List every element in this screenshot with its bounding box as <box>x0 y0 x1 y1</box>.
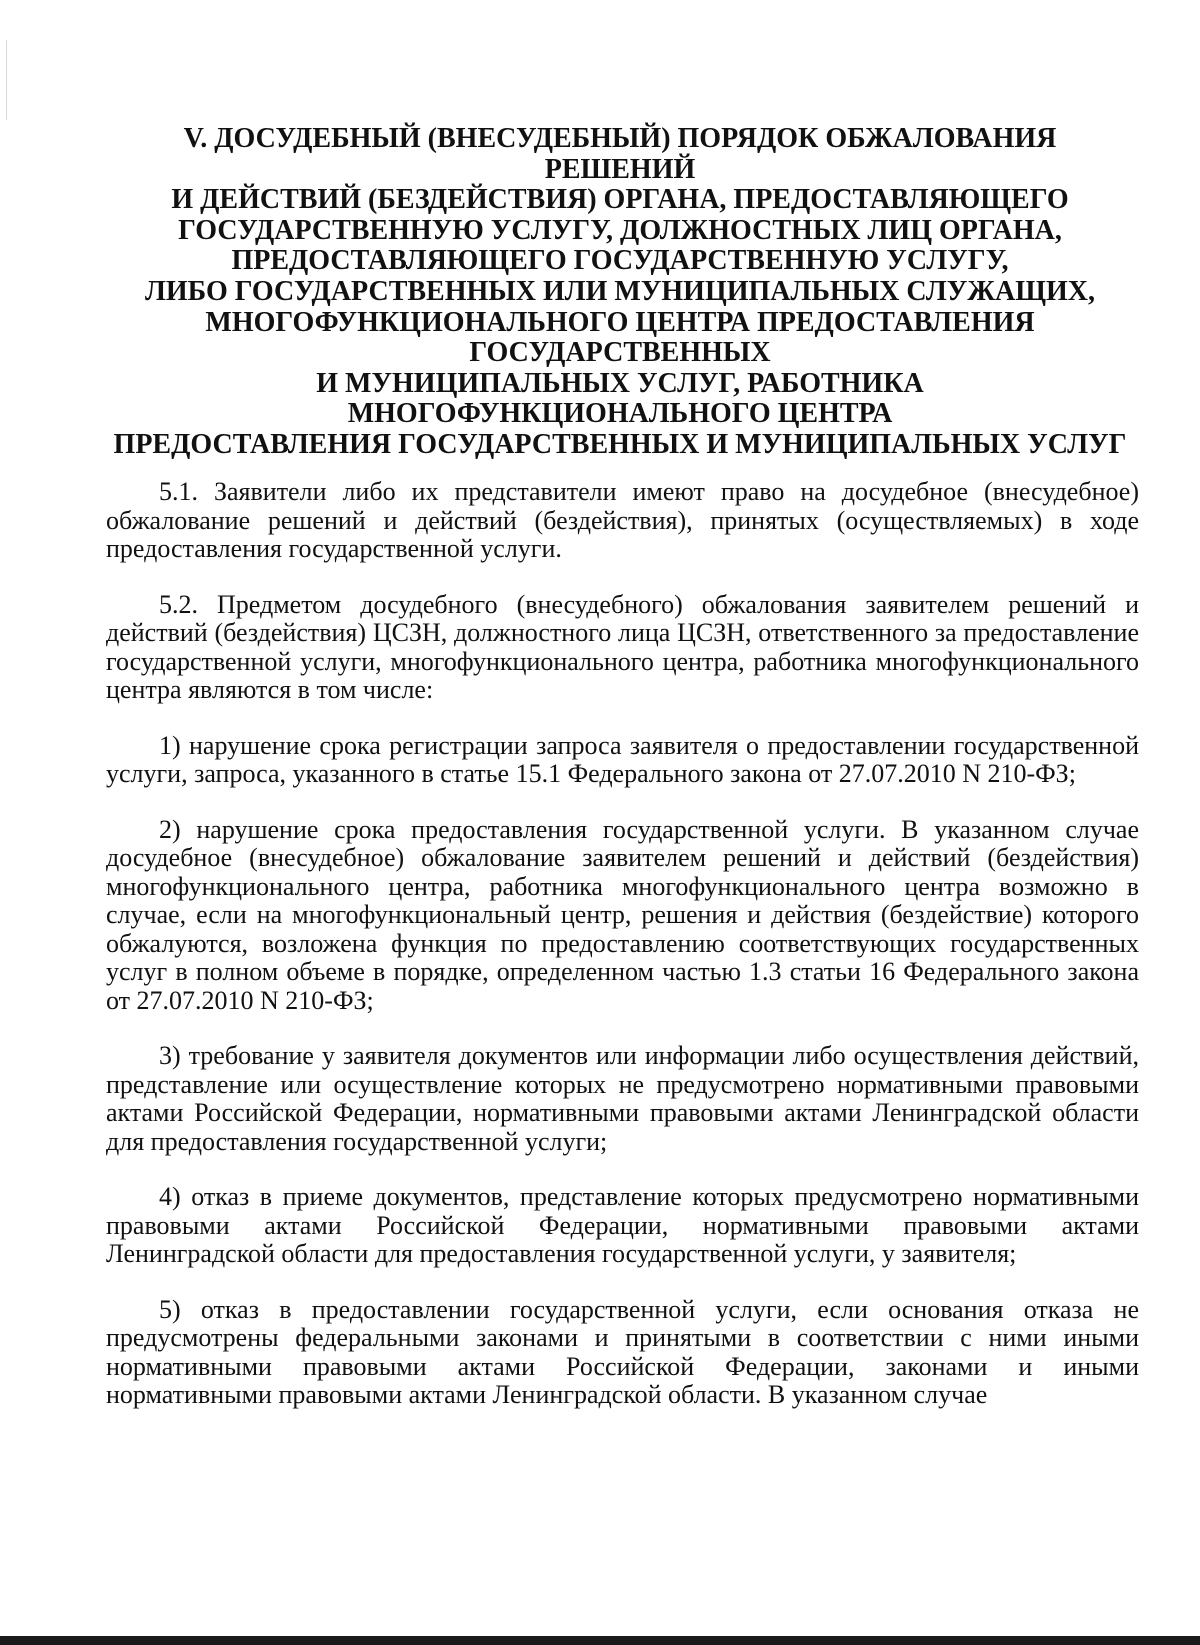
list-item-3: 3) требование у заявителя документов или информации либо осуществления действий, представление или осуществление которых не предусмотрено нормативными правовыми актами Российской Федерации, нормативными правовыми актами Ленинградской области для предоставления государственной услуги; <box>106 1041 1139 1156</box>
list-item-1: 1) нарушение срока регистрации запроса заявителя о предоставлении государственной услуги, запроса, указанного в статье 15.1 Федерального закона от 27.07.2010 N 210-ФЗ; <box>106 730 1139 788</box>
heading-line: ЛИБО ГОСУДАРСТВЕННЫХ ИЛИ МУНИЦИПАЛЬНЫХ СЛУЖАЩИХ, <box>145 275 1095 307</box>
list-item-4: 4) отказ в приеме документов, представление которых предусмотрено нормативными правовыми актами Российской Федерации, нормативными правовыми актами Ленинградской области для предоставления государственной услуги, у заявителя; <box>106 1182 1139 1268</box>
list-item-5: 5) отказ в предоставлении государственной услуги, если основания отказа не предусмотрены федеральными законами и принятыми в соответствии с ними иными нормативными правовыми актами Российской Федерации, законами и иными нормативными правовыми актами Ленинградской области. В указанном случае <box>106 1294 1139 1409</box>
heading-line: ПРЕДОСТАВЛЯЮЩЕГО ГОСУДАРСТВЕННУЮ УСЛУГУ, <box>231 245 1009 277</box>
heading-line: РЕШЕНИЙ <box>544 153 696 185</box>
section-heading <box>100 124 1140 461</box>
heading-line: ГОСУДАРСТВЕННЫХ <box>469 337 771 369</box>
paragraph-5-2: 5.2. Предметом досудебного (внесудебного) обжалования заявителем решений и действий (бездействия) ЦСЗН, должностного лица ЦСЗН, ответственного за предоставление государственной услуги, многофункционального центра, работника многофункционального центра являются в том числе: <box>106 589 1139 704</box>
heading-line: МНОГОФУНКЦИОНАЛЬНОГО ЦЕНТРА <box>347 398 893 430</box>
document-body <box>106 478 1139 1410</box>
scan-margin-mark <box>6 40 7 120</box>
heading-line: И МУНИЦИПАЛЬНЫХ УСЛУГ, РАБОТНИКА <box>316 367 924 399</box>
heading-line: ПРЕДОСТАВЛЕНИЯ ГОСУДАРСТВЕННЫХ И МУНИЦИПАЛЬНЫХ УСЛУГ <box>113 428 1127 460</box>
heading-line: И ДЕЙСТВИЙ (БЕЗДЕЙСТВИЯ) ОРГАНА, ПРЕДОСТАВЛЯЮЩЕГО <box>171 184 1069 216</box>
scan-bottom-edge <box>0 1636 1200 1645</box>
heading-line: ГОСУДАРСТВЕННУЮ УСЛУГУ, ДОЛЖНОСТНЫХ ЛИЦ ОРГАНА, <box>178 214 1062 246</box>
heading-line: V. ДОСУДЕБНЫЙ (ВНЕСУДЕБНЫЙ) ПОРЯДОК ОБЖАЛОВАНИЯ <box>183 123 1057 154</box>
heading-line: МНОГОФУНКЦИОНАЛЬНОГО ЦЕНТРА ПРЕДОСТАВЛЕНИЯ <box>205 306 1035 338</box>
paragraph-5-1: 5.1. Заявители либо их представители имеют право на досудебное (внесудебное) обжалование решений и действий (бездействия), принятых (осуществляемых) в ходе предоставления государственной услуги. <box>106 477 1139 563</box>
list-item-2: 2) нарушение срока предоставления государственной услуги. В указанном случае досудебное (внесудебное) обжалование заявителем решений и действий (бездействия) многофункционального центра, работника многофункционального центра возможно в случае, если на многофункциональный центр, решения и действия (бездействие) которого обжалуются, возложена функция по предоставлению соответствующих государственных услуг в полном объеме в порядке, определенном частью 1.3 статьи 16 Федерального закона от 27.07.2010 N 210-ФЗ; <box>106 814 1139 1015</box>
